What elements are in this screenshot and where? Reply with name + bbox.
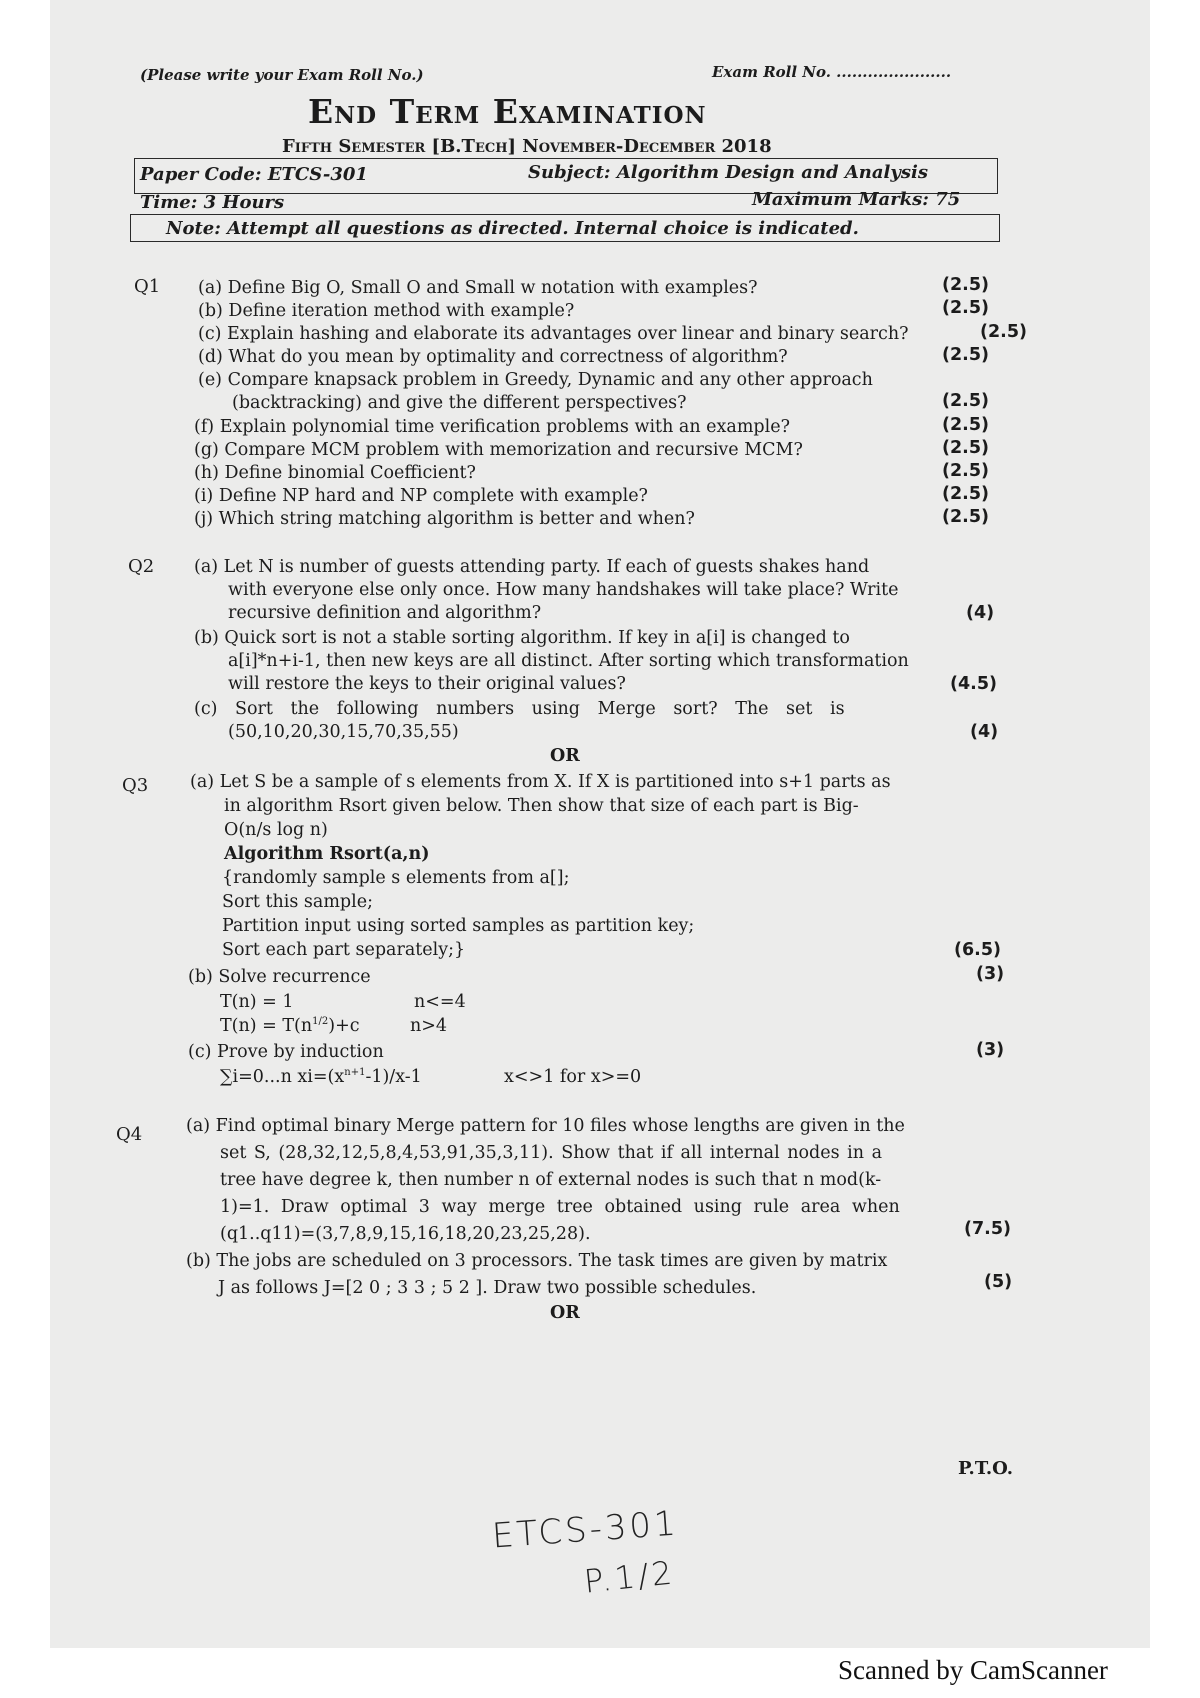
scanner-watermark: Scanned by CamScanner [838,1655,1108,1685]
q4-a-cont: 1)=1. Draw optimal 3 way merge tree obtained using rule area when [220,1197,900,1217]
q1-c: (c) Explain hashing and elaborate its advantages over linear and binary search? [198,324,909,344]
q2-c: (c) Sort the following numbers using Merge sort? The set is [194,699,845,719]
question-number: Q1 [134,276,161,297]
q2-b-marks: (4.5) [950,674,997,694]
q2-b-cont: will restore the keys to their original values? [228,674,626,694]
algorithm-line: Sort this sample; [222,892,373,912]
q2-b: (b) Quick sort is not a stable sorting algorithm. If key in a[i] is changed to [194,628,850,648]
q1-b: (b) Define iteration method with example? [198,301,575,321]
algorithm-title: Algorithm Rsort(a,n) [224,844,430,864]
q2-a-cont: with everyone else only once. How many handshakes will take place? Write [228,580,899,600]
q2-a-marks: (4) [966,603,995,623]
handwritten-paper-code: ETCS-301 [490,1503,680,1557]
q4-a-cont: set S, (28,32,12,5,8,4,53,91,35,3,11). Show that if all internal nodes in a [220,1143,882,1163]
q1-e-marks: (2.5) [942,391,989,411]
q1-f-marks: (2.5) [942,415,989,435]
q1-a-marks: (2.5) [942,275,989,295]
q3-a: (a) Let S be a sample of s elements from X. If X is partitioned into s+1 parts as [190,772,891,792]
page-turn-note: P.T.O. [958,1458,1014,1479]
q3-a-marks: (6.5) [954,940,1001,960]
question-number: Q4 [116,1124,143,1145]
or-separator: OR [550,746,580,766]
paper-code: Paper Code: ETCS-301 [140,164,368,185]
q3-c-marks: (3) [976,1040,1005,1060]
q2-b-cont: a[i]*n+i-1, then new keys are all distinct. After sorting which transformation [228,651,909,671]
q3-a-cont: in algorithm Rsort given below. Then show that size of each part is Big- [224,796,859,816]
q4-b-cont: J as follows J=[2 0 ; 3 3 ; 5 2 ]. Draw two possible schedules. [218,1278,757,1298]
q1-i-marks: (2.5) [942,484,989,504]
exam-subtitle: Fifth Semester [B.Tech] November-December 2018 [282,136,772,157]
q1-j-marks: (2.5) [942,507,989,527]
q2-a: (a) Let N is number of guests attending party. If each of guests shakes hand [194,557,870,577]
note: Note: Attempt all questions as directed. Internal choice is indicated. [166,218,859,239]
induction-condition: x<>1 for x>=0 [504,1067,642,1087]
q4-a-cont: (q1..q11)=(3,7,8,9,15,16,18,20,23,25,28). [220,1224,591,1244]
q1-c-marks: (2.5) [980,322,1027,342]
recurrence-base: T(n) = 1 [220,992,294,1012]
q1-g-marks: (2.5) [942,438,989,458]
q1-g: (g) Compare MCM problem with memorization and recursive MCM? [194,440,803,460]
recurrence-base-condition: n<=4 [414,992,466,1012]
q2-c-cont: (50,10,20,30,15,70,35,55) [228,722,459,742]
recurrence-step-condition: n>4 [410,1016,448,1036]
q3-a-cont: O(n/s log n) [224,820,328,840]
or-separator: OR [550,1303,580,1323]
time-allowed: Time: 3 Hours [140,192,285,213]
q2-a-cont: recursive definition and algorithm? [228,603,542,623]
q4-b-marks: (5) [984,1272,1013,1292]
handwritten-page-number: P.1/2 [582,1553,677,1601]
q4-a-cont: tree have degree k, then number n of external nodes is such that n mod(k- [220,1170,882,1190]
q2-c-marks: (4) [970,722,999,742]
q1-h: (h) Define binomial Coefficient? [194,463,476,483]
roll-label: Exam Roll No. ...................... [712,63,952,81]
q4-a: (a) Find optimal binary Merge pattern for 10 files whose lengths are given in the [186,1116,905,1136]
q1-f: (f) Explain polynomial time verification problems with an example? [194,417,790,437]
q1-b-marks: (2.5) [942,298,989,318]
q1-i: (i) Define NP hard and NP complete with example? [194,486,648,506]
q1-d-marks: (2.5) [942,345,989,365]
algorithm-line: Sort each part separately;} [222,940,466,960]
q4-a-marks: (7.5) [964,1219,1011,1239]
algorithm-line: Partition input using sorted samples as partition key; [222,916,695,936]
q1-a: (a) Define Big O, Small O and Small w notation with examples? [198,278,758,298]
subject: Subject: Algorithm Design and Analysis [528,162,928,183]
q1-j: (j) Which string matching algorithm is better and when? [194,509,695,529]
maximum-marks: Maximum Marks: 75 [752,189,961,210]
q1-h-marks: (2.5) [942,461,989,481]
exam-title: End Term Examination [308,92,707,131]
q1-e: (e) Compare knapsack problem in Greedy, Dynamic and any other approach [198,370,873,390]
roll-prompt: (Please write your Exam Roll No.) [140,66,424,84]
question-number: Q3 [122,775,149,796]
question-number: Q2 [128,556,155,577]
q1-d: (d) What do you mean by optimality and correctness of algorithm? [198,347,788,367]
recurrence-step: $T(n) = T(n^{1/2})+c$ [220,1016,360,1036]
q3-b: (b) Solve recurrence [188,967,371,987]
exam-paper [50,0,1150,1648]
q3-b-marks: (3) [976,964,1005,984]
induction-formula: ∑i=0...n $xi=(x^{n+1}-1)/x-1$ [220,1067,422,1087]
q4-b: (b) The jobs are scheduled on 3 processors. The task times are given by matrix [186,1251,888,1271]
q1-e-cont: (backtracking) and give the different perspectives? [232,393,687,413]
q3-c: (c) Prove by induction [188,1042,384,1062]
algorithm-line: {randomly sample s elements from a[]; [222,868,570,888]
